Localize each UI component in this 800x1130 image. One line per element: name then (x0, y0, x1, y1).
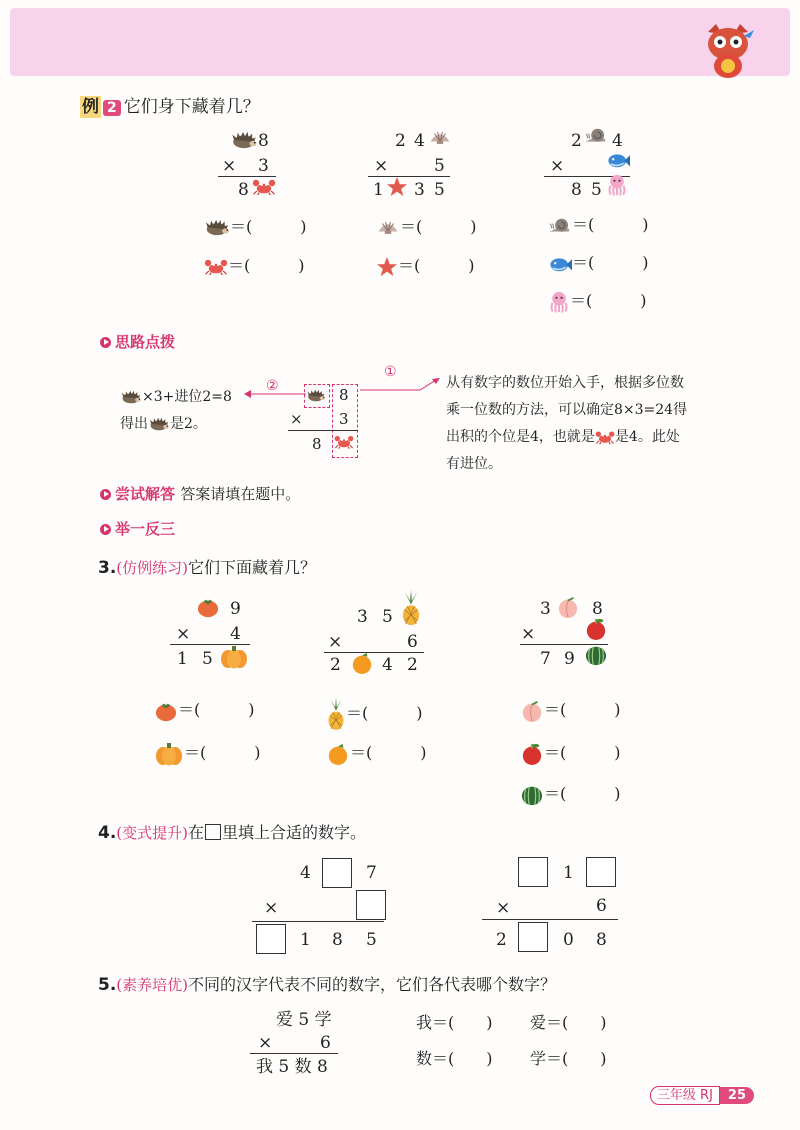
digit: 7 (366, 863, 377, 883)
answer-blank[interactable]: 数＝( ) (416, 1049, 493, 1068)
pineapple-icon (400, 590, 422, 626)
pumpkin-icon (154, 742, 184, 766)
crab-icon (334, 434, 354, 450)
digit: 3 (540, 599, 551, 619)
persimmon-icon (196, 596, 220, 618)
arrow-left-icon (244, 388, 306, 400)
digit: 8 (592, 599, 603, 619)
orange-icon (350, 652, 374, 674)
persimmon-icon (154, 700, 178, 722)
fish-icon (606, 151, 630, 169)
answer-line (548, 250, 649, 273)
digit: 1 (177, 649, 188, 669)
digit: 3 (414, 180, 425, 200)
times-sign: × (176, 624, 191, 644)
play-icon (100, 489, 111, 500)
rule (368, 176, 450, 177)
hedgehog-icon (230, 131, 258, 149)
digit-box[interactable] (322, 858, 352, 888)
watermelon-icon (520, 784, 544, 806)
digit: 3 (357, 607, 368, 627)
hedgehog-icon (306, 389, 326, 402)
answer-blank[interactable]: ＝( ) (544, 784, 621, 803)
answer-blank[interactable]: ＝( ) (230, 217, 307, 236)
answer-line (154, 697, 255, 722)
digit-box[interactable] (256, 924, 286, 954)
section-try: 尝试解答 答案请填在题中。 (100, 483, 300, 504)
starfish-icon (376, 256, 398, 278)
digit: 5 (434, 156, 445, 176)
pumpkin-icon (218, 645, 250, 669)
header-band (10, 8, 790, 76)
answer-line (204, 253, 305, 276)
hedgehog-icon (148, 417, 170, 431)
digit: 5 (366, 930, 377, 950)
answer-blank[interactable]: ＝( ) (178, 700, 255, 719)
multiplicand: 爱 5 学 (276, 1010, 332, 1030)
digit: 8 (339, 386, 349, 404)
answer-line (520, 697, 621, 722)
section-thinking: 思路点拨 (100, 331, 175, 352)
arrow-right-icon (360, 376, 440, 396)
tip-explanation: 从有数字的数位开始入手，根据多位数 乘一位数的方法，可以确定8×3=24得 出积的个位是4，也就是 是4。此处 有进位。 (446, 375, 688, 472)
tip-left: ×3+进位2=8 得出 是2。 (120, 389, 232, 432)
answer-line (548, 288, 647, 313)
page-number: 25 (720, 1087, 754, 1104)
times-sign: × (264, 898, 279, 918)
step-2-marker: ② (266, 378, 279, 394)
times-sign: × (550, 156, 565, 176)
starfish-icon (386, 176, 408, 198)
digit: 4 (300, 863, 311, 883)
answer-blank[interactable]: ＝( ) (398, 256, 475, 275)
times-sign: × (374, 156, 389, 176)
digit: 2 (496, 930, 507, 950)
digit: 9 (564, 649, 575, 669)
example-heading (80, 92, 260, 117)
digit-box[interactable] (518, 857, 548, 887)
times-sign: × (328, 632, 343, 652)
answer-blank[interactable]: ＝( ) (400, 217, 477, 236)
digit: 4 (382, 655, 393, 675)
answer-line (520, 740, 621, 765)
answer-blank[interactable]: ＝( ) (570, 291, 647, 310)
answer-blank[interactable]: 学＝( ) (530, 1049, 607, 1068)
answer-line (376, 253, 475, 278)
rule (218, 176, 276, 177)
answer-blank[interactable]: ＝( ) (572, 215, 649, 234)
play-icon (100, 337, 111, 348)
digit: 8 (238, 180, 249, 200)
times-sign: × (258, 1033, 273, 1053)
apple-icon (520, 743, 544, 765)
digit: 5 (382, 607, 393, 627)
peach-icon (556, 596, 580, 618)
apple-icon (584, 618, 608, 640)
digit: 1 (300, 930, 311, 950)
hedgehog-icon (120, 390, 142, 404)
times-sign: × (290, 410, 303, 428)
rule (324, 652, 424, 653)
example-label: 例 (82, 97, 99, 117)
answer-blank[interactable]: 爱＝( ) (530, 1013, 607, 1032)
digit: 3 (339, 410, 349, 428)
mascot-icon (700, 22, 756, 80)
product: 我 5 数 8 (256, 1057, 328, 1077)
snail-icon (548, 217, 572, 235)
grade-label: 三年级 RJ (650, 1086, 720, 1105)
times-sign: × (496, 898, 511, 918)
orange-icon (326, 743, 350, 765)
digit: 5 (434, 180, 445, 200)
answer-blank[interactable]: ＝( ) (544, 700, 621, 719)
digit: 4 (414, 131, 425, 151)
digit: 5 (202, 649, 213, 669)
section-practice: 举一反三 (100, 518, 175, 539)
digit: 6 (596, 896, 607, 916)
crab-icon (252, 178, 276, 196)
answer-blank[interactable]: ＝( ) (572, 253, 649, 272)
question-4: 4.(变式提升)在 里填上合适的数字。 (98, 823, 367, 843)
answer-line (376, 214, 477, 237)
digit-box[interactable] (356, 890, 386, 920)
rule (252, 921, 384, 922)
digit: 8 (312, 435, 322, 453)
answer-line (520, 781, 621, 806)
digit: 7 (540, 649, 551, 669)
answer-blank[interactable]: ＝( ) (346, 703, 423, 723)
example-number-badge: 2 (103, 100, 121, 116)
crab-icon (595, 430, 615, 445)
digit: 5 (591, 180, 602, 200)
digit-box[interactable] (518, 922, 548, 952)
octopus-icon (548, 291, 570, 313)
times-sign: × (222, 156, 237, 176)
digit: 4 (230, 624, 241, 644)
peach-icon (520, 700, 544, 722)
answer-line (204, 214, 307, 237)
digit: 1 (563, 863, 574, 883)
digit: 1 (373, 180, 384, 200)
digit: 8 (258, 131, 269, 151)
step-1-marker: ① (384, 364, 397, 380)
play-icon (100, 524, 111, 535)
answer-blank[interactable]: ＝( ) (184, 743, 261, 762)
digit: 6 (407, 632, 418, 652)
digit-box[interactable] (586, 857, 616, 887)
digit: 8 (332, 930, 343, 950)
digit: 0 (563, 930, 574, 950)
rule (482, 919, 618, 920)
digit: 2 (395, 131, 406, 151)
digit: 3 (258, 156, 269, 176)
question-5: 5.(素养培优)不同的汉字代表不同的数字，它们各代表哪个数字？ (98, 975, 557, 995)
answer-blank[interactable]: ＝( ) (228, 256, 305, 275)
answer-blank[interactable]: ＝( ) (544, 743, 621, 762)
shell-icon (428, 129, 452, 146)
answer-line (326, 740, 427, 765)
digit: 6 (320, 1033, 331, 1053)
question-3: 3.(仿例练习)它们下面藏着几？ (98, 558, 317, 578)
answer-line (154, 740, 261, 766)
digit: 2 (571, 131, 582, 151)
pineapple-icon (326, 697, 346, 731)
digit: 9 (230, 599, 241, 619)
page-footer (650, 1084, 754, 1103)
times-sign: × (521, 624, 536, 644)
answer-line (326, 697, 423, 731)
octopus-icon (606, 174, 628, 196)
watermelon-icon (584, 644, 608, 666)
digit: 8 (571, 180, 582, 200)
shell-icon (376, 219, 400, 236)
box-icon (205, 824, 221, 840)
rule (288, 430, 358, 431)
digit: 2 (407, 655, 418, 675)
fish-icon (548, 255, 572, 273)
hedgehog-icon (204, 219, 230, 236)
digit: 4 (612, 131, 623, 151)
digit: 8 (596, 930, 607, 950)
answer-blank[interactable]: 我＝( ) (416, 1013, 493, 1032)
rule (250, 1053, 338, 1054)
digit: 2 (330, 655, 341, 675)
example-title: 它们身下藏着几？ (123, 97, 260, 117)
crab-icon (204, 258, 228, 276)
answer-line (548, 212, 649, 235)
answer-blank[interactable]: ＝( ) (350, 743, 427, 762)
snail-icon (584, 127, 608, 145)
